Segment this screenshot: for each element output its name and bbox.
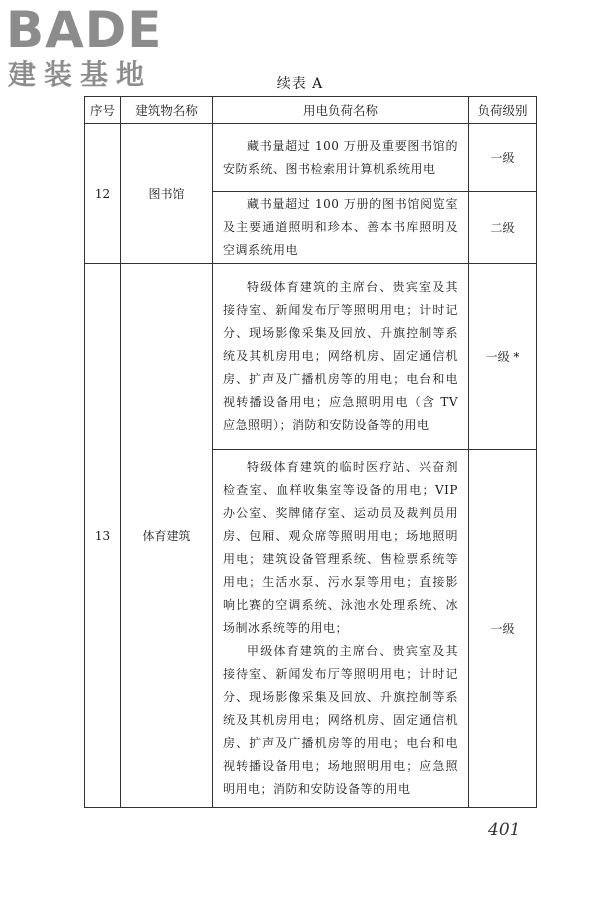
load-description xyxy=(213,264,469,450)
logo-subtitle: 建装基地 xyxy=(8,58,153,91)
header-num: 序号 xyxy=(85,97,121,124)
load-level: 一级 * xyxy=(469,264,537,450)
header-level: 负荷级别 xyxy=(469,97,537,124)
header-building: 建筑物名称 xyxy=(121,97,213,124)
table-row xyxy=(85,264,537,450)
load-level: 一级 xyxy=(469,124,537,192)
load-description xyxy=(213,124,469,192)
load-level: 一级 xyxy=(469,450,537,808)
logo-wordmark: BADE xyxy=(6,1,163,59)
building-name: 体育建筑 xyxy=(121,264,213,808)
header-load: 用电负荷名称 xyxy=(213,97,469,124)
load-paragraph: 藏书量超过 100 万册及重要图书馆的安防系统、图书检索用计算机系统用电 xyxy=(223,138,458,176)
building-name: 图书馆 xyxy=(121,124,213,264)
load-paragraph: 甲级体育建筑的主席台、贵宾室及其接待室、新闻发布厅等照明用电；计时记分、现场影像采集及回放、升旗控制等系统及其机房用电；网络机房、固定通信机房、扩声及广播机房等的用电；电台和电视转播设备用电；场地照明用电；应急照明用电；消防和安防设备等的用电 xyxy=(223,644,458,796)
table-header-row xyxy=(85,97,537,124)
load-paragraph: 特级体育建筑的主席台、贵宾室及其接待室、新闻发布厅等照明用电；计时记分、现场影像采集及回放、升旗控制等系统及其机房用电；网络机房、固定通信机房、扩声及广播机房等的用电；电台和电视转播设备用电；应急照明用电（含 TV 应急照明）；消防和安防设备等的用电 xyxy=(223,280,458,432)
load-paragraph: 特级体育建筑的临时医疗站、兴奋剂检查室、血样收集室等设备的用电；VIP 办公室、奖牌储存室、运动员及裁判员用房、包厢、观众席等照明用电；场地照明用电；建筑设备管理系统、售检票系统等用电；生活水泵、污水泵等用电；直接影响比赛的空调系统、泳池水处理系统、冰场制冰系统等的用电； xyxy=(223,460,458,635)
table-row xyxy=(85,124,537,192)
load-paragraph: 藏书量超过 100 万册的图书馆阅览室及主要通道照明和珍本、善本书库照明及空调系统用电 xyxy=(223,197,458,257)
load-description xyxy=(213,192,469,264)
load-classification-table xyxy=(84,96,537,808)
table-caption: 续表 A xyxy=(276,76,324,92)
load-level: 二级 xyxy=(469,192,537,264)
row-number: 13 xyxy=(85,264,121,808)
load-description xyxy=(213,450,469,808)
page-number: 401 xyxy=(488,820,521,840)
row-number: 12 xyxy=(85,124,121,264)
